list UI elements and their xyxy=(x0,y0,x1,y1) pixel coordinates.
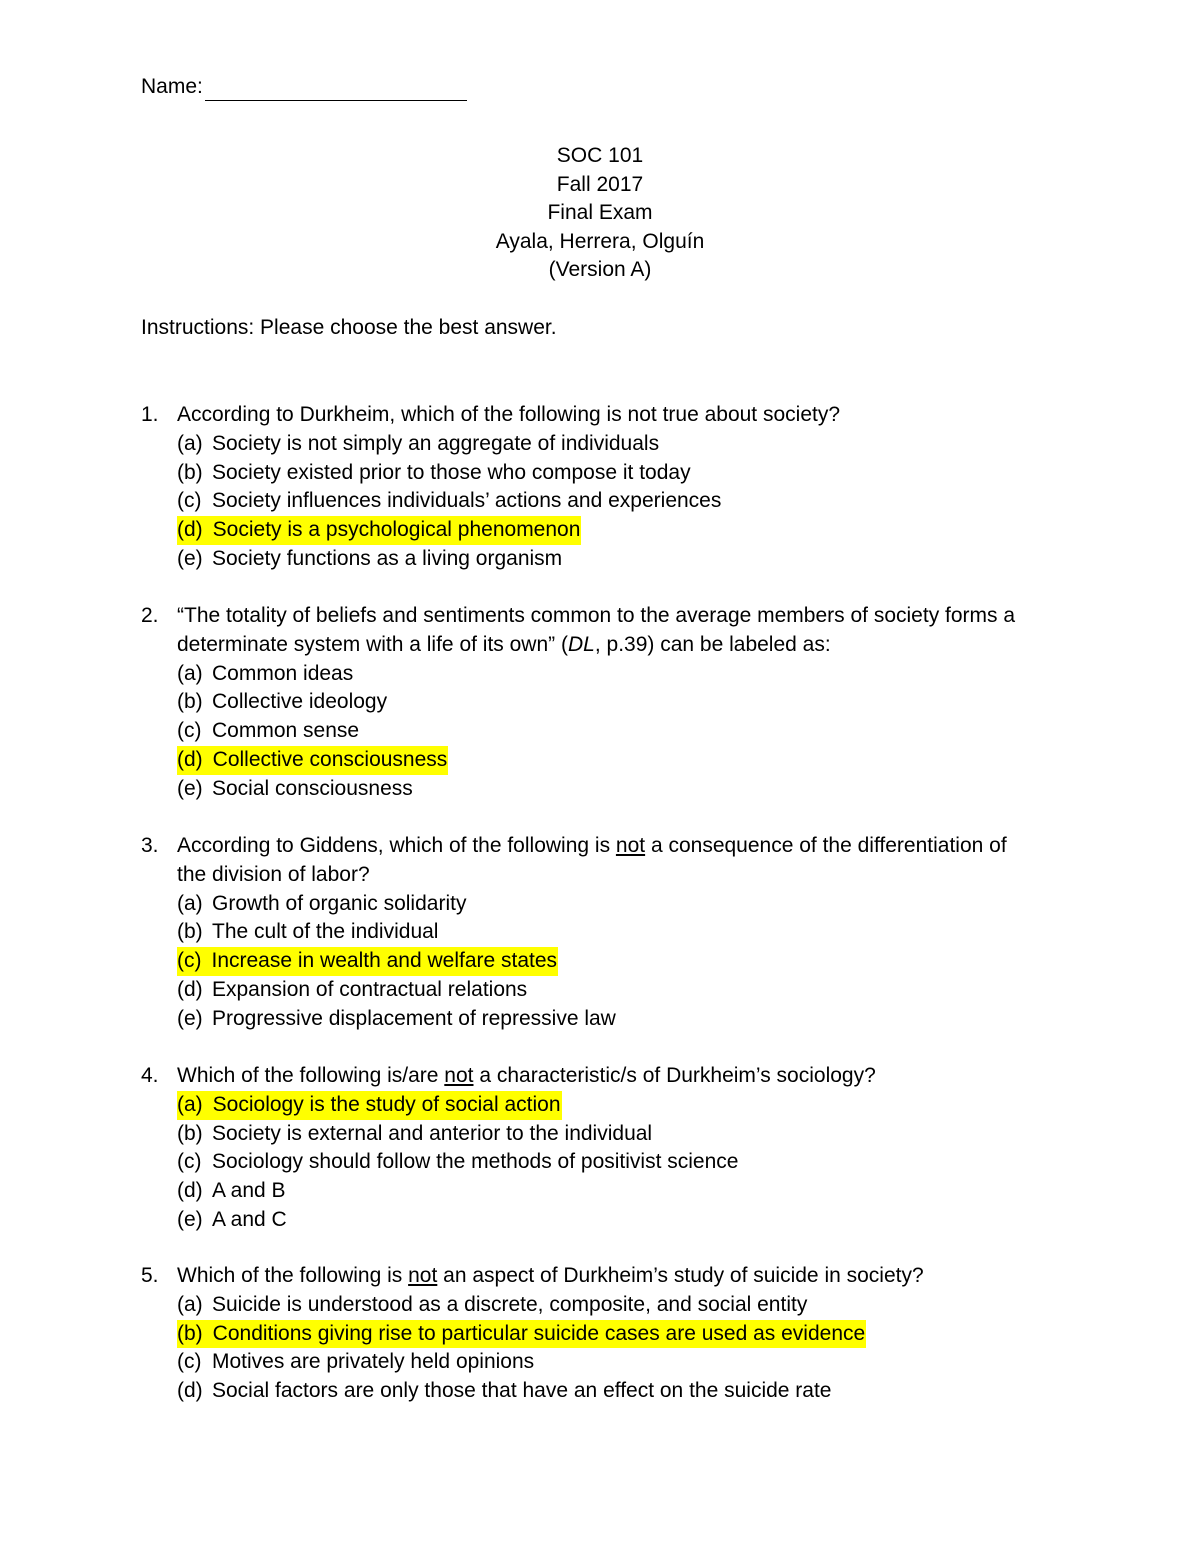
option-list xyxy=(141,1291,1081,1406)
question-text xyxy=(177,1262,1081,1291)
option-text: Expansion of contractual relations xyxy=(212,977,528,1001)
option-e xyxy=(141,1206,1081,1235)
option-text: Social consciousness xyxy=(212,776,413,800)
option-text: Collective consciousness xyxy=(212,747,448,771)
question-stem xyxy=(141,602,1081,660)
option-letter: (b) xyxy=(177,1321,203,1345)
question-text-part: Which of the following is xyxy=(177,1264,409,1287)
option-b xyxy=(141,459,1081,488)
exam-term: Fall 2017 xyxy=(556,172,644,196)
option-text: Progressive displacement of repressive law xyxy=(212,1006,616,1030)
answer-highlight xyxy=(177,947,558,976)
option-list xyxy=(141,660,1081,804)
question-text-line-1 xyxy=(177,832,1081,861)
option-e xyxy=(141,775,1081,804)
option-letter: (c) xyxy=(177,1350,202,1374)
exam-version: (Version A) xyxy=(548,258,652,282)
option-e xyxy=(141,1005,1081,1034)
question-text xyxy=(177,1062,1081,1091)
option-text: A and B xyxy=(212,1179,286,1203)
question-stem xyxy=(141,832,1081,890)
name-field xyxy=(141,73,467,101)
option-text: Suicide is understood as a discrete, composite, and social entity xyxy=(212,1292,808,1316)
option-letter: (b) xyxy=(177,920,203,944)
option-text: Motives are privately held opinions xyxy=(212,1350,535,1374)
option-text: Sociology should follow the methods of positivist science xyxy=(212,1150,739,1174)
answer-highlight xyxy=(177,1091,562,1120)
question-2 xyxy=(141,602,1081,804)
option-letter: (a) xyxy=(177,1092,203,1116)
question-number: 1. xyxy=(141,403,159,426)
option-text: The cult of the individual xyxy=(212,920,439,944)
option-e xyxy=(141,545,1081,574)
option-letter: (e) xyxy=(177,1207,203,1231)
option-letter: (a) xyxy=(177,1292,203,1316)
option-text: Social factors are only those that have an effect on the suicide rate xyxy=(212,1379,832,1403)
option-d-highlighted xyxy=(141,516,1081,545)
underlined-not: not xyxy=(408,1264,438,1287)
instructions: Instructions: Please choose the best answer. xyxy=(141,316,557,339)
option-text: Growth of organic solidarity xyxy=(212,891,467,915)
option-b xyxy=(141,688,1081,717)
question-number: 2. xyxy=(141,604,159,627)
option-text: A and C xyxy=(212,1207,287,1231)
question-text-part: a consequence of the differentiation of xyxy=(645,834,1007,857)
option-letter: (a) xyxy=(177,661,203,685)
option-d xyxy=(141,976,1081,1005)
option-a xyxy=(141,1291,1081,1320)
question-text-line-2: the division of labor? xyxy=(177,862,370,886)
question-text-part: determinate system with a life of its own” ( xyxy=(177,632,568,656)
question-text-part: a characteristic/s of Durkheim’s sociology? xyxy=(473,1064,876,1087)
question-text-line-1: “The totality of beliefs and sentiments common to the average members of society forms a xyxy=(177,604,1016,627)
option-text: Conditions giving rise to particular suicide cases are used as evidence xyxy=(212,1321,866,1345)
option-a xyxy=(141,890,1081,919)
question-stem xyxy=(141,401,1081,430)
option-letter: (d) xyxy=(177,1379,203,1403)
question-text-part: According to Giddens, which of the following is xyxy=(177,834,616,857)
option-letter: (e) xyxy=(177,1006,203,1030)
option-letter: (d) xyxy=(177,747,203,771)
option-letter: (a) xyxy=(177,431,203,455)
question-3 xyxy=(141,832,1081,1034)
question-text: According to Durkheim, which of the following is not true about society? xyxy=(177,403,841,426)
exam-instructors: Ayala, Herrera, Olguín xyxy=(495,229,705,253)
option-b-highlighted xyxy=(141,1320,1081,1349)
option-d xyxy=(141,1377,1081,1406)
name-label: Name: xyxy=(141,75,203,98)
option-a-highlighted xyxy=(141,1091,1081,1120)
option-letter: (c) xyxy=(177,719,202,743)
option-c xyxy=(141,1148,1081,1177)
option-letter: (b) xyxy=(177,1121,203,1145)
option-list xyxy=(141,1091,1081,1235)
underlined-not: not xyxy=(615,834,646,857)
exam-title: Final Exam xyxy=(547,201,653,225)
question-text-part: Which of the following is/are xyxy=(177,1064,445,1087)
option-letter: (d) xyxy=(177,1179,203,1203)
exam-header xyxy=(0,142,1200,285)
option-text: Society existed prior to those who compose it today xyxy=(212,460,691,484)
question-stem xyxy=(141,1062,1081,1091)
option-letter: (c) xyxy=(177,1150,202,1174)
option-c xyxy=(141,1348,1081,1377)
question-number: 4. xyxy=(141,1064,159,1087)
option-letter: (e) xyxy=(177,776,203,800)
option-letter: (b) xyxy=(177,460,203,484)
citation-abbrev: DL xyxy=(567,632,595,656)
underlined-not: not xyxy=(444,1064,474,1087)
option-d xyxy=(141,1177,1081,1206)
option-text: Society is not simply an aggregate of individuals xyxy=(212,431,660,455)
option-text: Society is external and anterior to the individual xyxy=(212,1121,653,1145)
option-c xyxy=(141,487,1081,516)
answer-highlight xyxy=(177,746,448,775)
option-letter: (c) xyxy=(177,949,202,973)
name-blank-line xyxy=(205,78,467,101)
option-b xyxy=(141,1120,1081,1149)
option-text: Increase in wealth and welfare states xyxy=(211,949,558,973)
option-text: Collective ideology xyxy=(212,690,388,714)
option-letter: (e) xyxy=(177,546,203,570)
question-stem xyxy=(141,1262,1081,1291)
answer-highlight xyxy=(177,516,581,545)
option-c xyxy=(141,717,1081,746)
question-1 xyxy=(141,401,1081,574)
question-text-line-2 xyxy=(177,631,1081,660)
question-text-part: an aspect of Durkheim’s study of suicide in society? xyxy=(437,1264,924,1287)
option-a xyxy=(141,430,1081,459)
question-number: 5. xyxy=(141,1264,159,1287)
option-text: Society functions as a living organism xyxy=(212,546,563,570)
option-d-highlighted xyxy=(141,746,1081,775)
option-text: Common ideas xyxy=(212,661,354,685)
question-number: 3. xyxy=(141,834,159,857)
option-letter: (a) xyxy=(177,891,203,915)
option-b xyxy=(141,918,1081,947)
option-text: Society is a psychological phenomenon xyxy=(212,518,581,542)
option-letter: (d) xyxy=(177,518,203,542)
option-a xyxy=(141,660,1081,689)
option-letter: (c) xyxy=(177,489,202,513)
answer-highlight xyxy=(177,1320,866,1349)
option-list xyxy=(141,890,1081,1034)
option-letter: (b) xyxy=(177,690,203,714)
option-c-highlighted xyxy=(141,947,1081,976)
option-text: Common sense xyxy=(212,719,360,743)
option-text: Society influences individuals’ actions and experiences xyxy=(212,489,722,513)
option-text: Sociology is the study of social action xyxy=(212,1092,561,1116)
question-text-part: , p.39) can be labeled as: xyxy=(594,632,831,656)
option-list xyxy=(141,430,1081,574)
course-code: SOC 101 xyxy=(556,144,644,167)
question-5 xyxy=(141,1262,1081,1406)
question-4 xyxy=(141,1062,1081,1235)
option-letter: (d) xyxy=(177,977,203,1001)
